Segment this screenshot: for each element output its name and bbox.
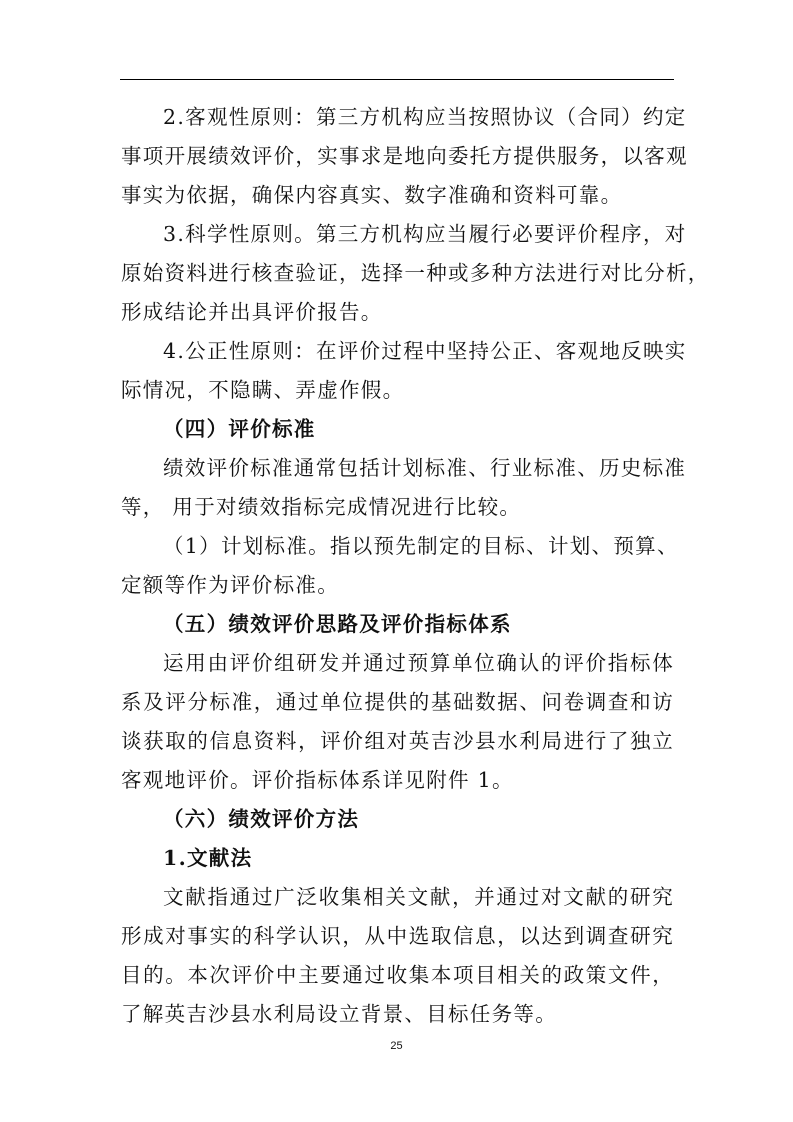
paragraph-line: 4.公正性原则：在评价过程中坚持公正、客观地反映实	[163, 339, 687, 363]
paragraph-line: 文献指通过广泛收集相关文献，并通过对文献的研究	[163, 885, 674, 909]
header-rule	[120, 79, 674, 80]
paragraph-line: 了解英吉沙县水利局设立背景、目标任务等。	[121, 1002, 557, 1026]
paragraph-line: 3.科学性原则。第三方机构应当履行必要评价程序，对	[163, 222, 687, 246]
paragraph-line: 系及评分标准，通过单位提供的基础数据、问卷调查和访	[121, 690, 674, 714]
subsection-heading: 1.文献法	[163, 846, 253, 870]
section-heading-5: （五）绩效评价思路及评价指标体系	[163, 612, 512, 636]
paragraph-line: 事实为依据，确保内容真实、数字准确和资料可靠。	[121, 183, 623, 207]
paragraph-line: 形成结论并出具评价报告。	[121, 300, 383, 324]
paragraph-line: 2.客观性原则：第三方机构应当按照协议（合同）约定	[163, 105, 687, 129]
section-heading-4: （四）评价标准	[163, 417, 316, 441]
paragraph-line: 事项开展绩效评价，实事求是地向委托方提供服务，以客观	[121, 144, 688, 168]
paragraph-line: 等， 用于对绩效指标完成情况进行比较。	[121, 495, 522, 519]
paragraph-line: 谈获取的信息资料，评价组对英吉沙县水利局进行了独立	[121, 729, 674, 753]
paragraph-line: 绩效评价标准通常包括计划标准、行业标准、历史标准	[163, 456, 687, 480]
paragraph-line: （1）计划标准。指以预先制定的目标、计划、预算、	[163, 534, 679, 558]
section-heading-6: （六）绩效评价方法	[163, 807, 360, 831]
paragraph-line: 客观地评价。评价指标体系详见附件 1。	[121, 768, 514, 792]
paragraph-line: 形成对事实的科学认识，从中选取信息，以达到调查研究	[121, 924, 674, 948]
document-body	[121, 98, 710, 1034]
paragraph-line: 原始资料进行核查验证，选择一种或多种方法进行对比分析，	[121, 261, 710, 285]
page-number: 25	[390, 1040, 403, 1052]
paragraph-line: 际情况，不隐瞒、弄虚作假。	[121, 378, 405, 402]
paragraph-line: 目的。本次评价中主要通过收集本项目相关的政策文件，	[121, 963, 674, 987]
paragraph-line: 定额等作为评价标准。	[121, 573, 339, 597]
paragraph-line: 运用由评价组研发并通过预算单位确认的评价指标体	[163, 651, 674, 675]
